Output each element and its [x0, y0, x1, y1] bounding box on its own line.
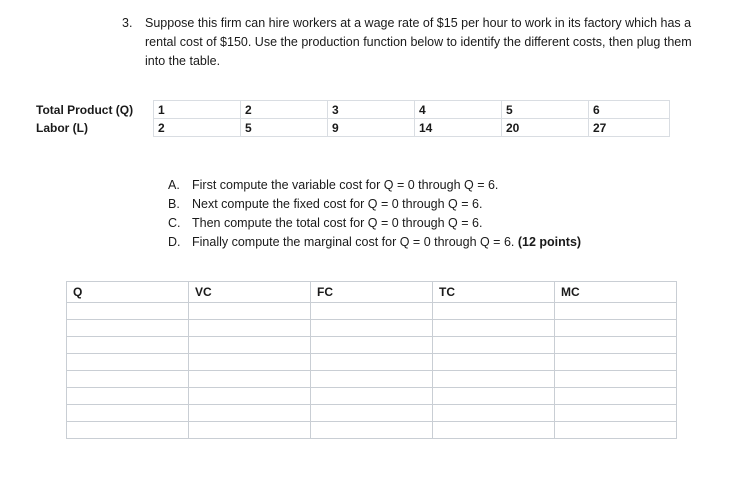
- cost-table-body: [67, 303, 677, 439]
- table-row: [67, 422, 677, 439]
- instruction-text: Then compute the total cost for Q = 0 through Q = 6.: [192, 216, 483, 230]
- answer-cell[interactable]: [311, 303, 433, 320]
- table-cell: 2: [154, 119, 241, 137]
- answer-cell[interactable]: [433, 320, 555, 337]
- instruction-letter: A.: [168, 178, 180, 192]
- answer-cell[interactable]: [555, 337, 677, 354]
- production-function-table: [36, 100, 670, 137]
- instruction-text: First compute the variable cost for Q = 0 through Q = 6.: [192, 178, 499, 192]
- answer-cell[interactable]: [189, 303, 311, 320]
- answer-cell[interactable]: [189, 371, 311, 388]
- instruction-letter: D.: [168, 235, 181, 249]
- answer-cell[interactable]: [67, 405, 189, 422]
- instruction-item: [168, 214, 581, 233]
- answer-cell[interactable]: [311, 320, 433, 337]
- table-cell: 5: [502, 101, 589, 119]
- answer-cell[interactable]: [555, 405, 677, 422]
- answer-cell[interactable]: [555, 303, 677, 320]
- table-cell: 3: [328, 101, 415, 119]
- answer-cell[interactable]: [67, 354, 189, 371]
- answer-cell[interactable]: [311, 371, 433, 388]
- table-cell: 6: [589, 101, 670, 119]
- answer-cell[interactable]: [555, 371, 677, 388]
- answer-cell[interactable]: [67, 388, 189, 405]
- answer-cell[interactable]: [189, 388, 311, 405]
- answer-cell[interactable]: [311, 405, 433, 422]
- cost-table-header-row: [67, 282, 677, 303]
- table-cell: 2: [241, 101, 328, 119]
- answer-cell[interactable]: [67, 422, 189, 439]
- answer-cell[interactable]: [67, 320, 189, 337]
- answer-cell[interactable]: [433, 422, 555, 439]
- question-text: Suppose this firm can hire workers at a wage rate of $15 per hour to work in its factory which has a rental cost of $150. Use the production function below to identify the different costs, then plug them into the table.: [145, 16, 692, 68]
- answer-cell[interactable]: [189, 320, 311, 337]
- answer-cell[interactable]: [555, 422, 677, 439]
- table-cell: 14: [415, 119, 502, 137]
- answer-cell[interactable]: [433, 371, 555, 388]
- cost-table: [66, 281, 677, 439]
- answer-cell[interactable]: [311, 337, 433, 354]
- instruction-text: Next compute the fixed cost for Q = 0 through Q = 6.: [192, 197, 483, 211]
- answer-cell[interactable]: [433, 303, 555, 320]
- instruction-item: [168, 176, 581, 195]
- answer-cell[interactable]: [555, 354, 677, 371]
- table-row: [67, 388, 677, 405]
- answer-cell[interactable]: [433, 354, 555, 371]
- instruction-item: [168, 195, 581, 214]
- points-label: (12 points): [517, 235, 582, 249]
- production-row-labor: [36, 119, 670, 137]
- table-row: [67, 405, 677, 422]
- answer-cell[interactable]: [433, 405, 555, 422]
- table-cell: 1: [154, 101, 241, 119]
- table-cell: 27: [589, 119, 670, 137]
- table-cell: 20: [502, 119, 589, 137]
- production-row-total-product: [36, 101, 670, 119]
- column-header-tc: TC: [433, 282, 555, 303]
- column-header-vc: VC: [189, 282, 311, 303]
- answer-cell[interactable]: [311, 388, 433, 405]
- answer-cell[interactable]: [311, 422, 433, 439]
- question-block: [122, 14, 697, 71]
- answer-cell[interactable]: [189, 354, 311, 371]
- table-row: [67, 303, 677, 320]
- answer-cell[interactable]: [311, 354, 433, 371]
- row-label: Total Product (Q): [36, 102, 134, 117]
- answer-cell[interactable]: [67, 303, 189, 320]
- table-cell: 4: [415, 101, 502, 119]
- question-number: 3.: [122, 16, 133, 30]
- answer-cell[interactable]: [189, 405, 311, 422]
- column-header-fc: FC: [311, 282, 433, 303]
- answer-cell[interactable]: [555, 388, 677, 405]
- instruction-letter: B.: [168, 197, 180, 211]
- row-label: Labor (L): [36, 120, 88, 135]
- column-header-q: Q: [67, 282, 189, 303]
- instruction-letter: C.: [168, 216, 181, 230]
- column-header-mc: MC: [555, 282, 677, 303]
- answer-cell[interactable]: [67, 371, 189, 388]
- answer-cell[interactable]: [555, 320, 677, 337]
- instruction-list: [168, 176, 581, 252]
- answer-cell[interactable]: [189, 337, 311, 354]
- answer-cell[interactable]: [433, 337, 555, 354]
- table-cell: 9: [328, 119, 415, 137]
- table-row: [67, 354, 677, 371]
- table-row: [67, 371, 677, 388]
- table-cell: 5: [241, 119, 328, 137]
- answer-cell[interactable]: [189, 422, 311, 439]
- table-row: [67, 320, 677, 337]
- instruction-item: [168, 233, 581, 252]
- answer-cell[interactable]: [433, 388, 555, 405]
- instruction-text: Finally compute the marginal cost for Q = 0 through Q = 6.: [192, 235, 518, 249]
- table-row: [67, 337, 677, 354]
- answer-cell[interactable]: [67, 337, 189, 354]
